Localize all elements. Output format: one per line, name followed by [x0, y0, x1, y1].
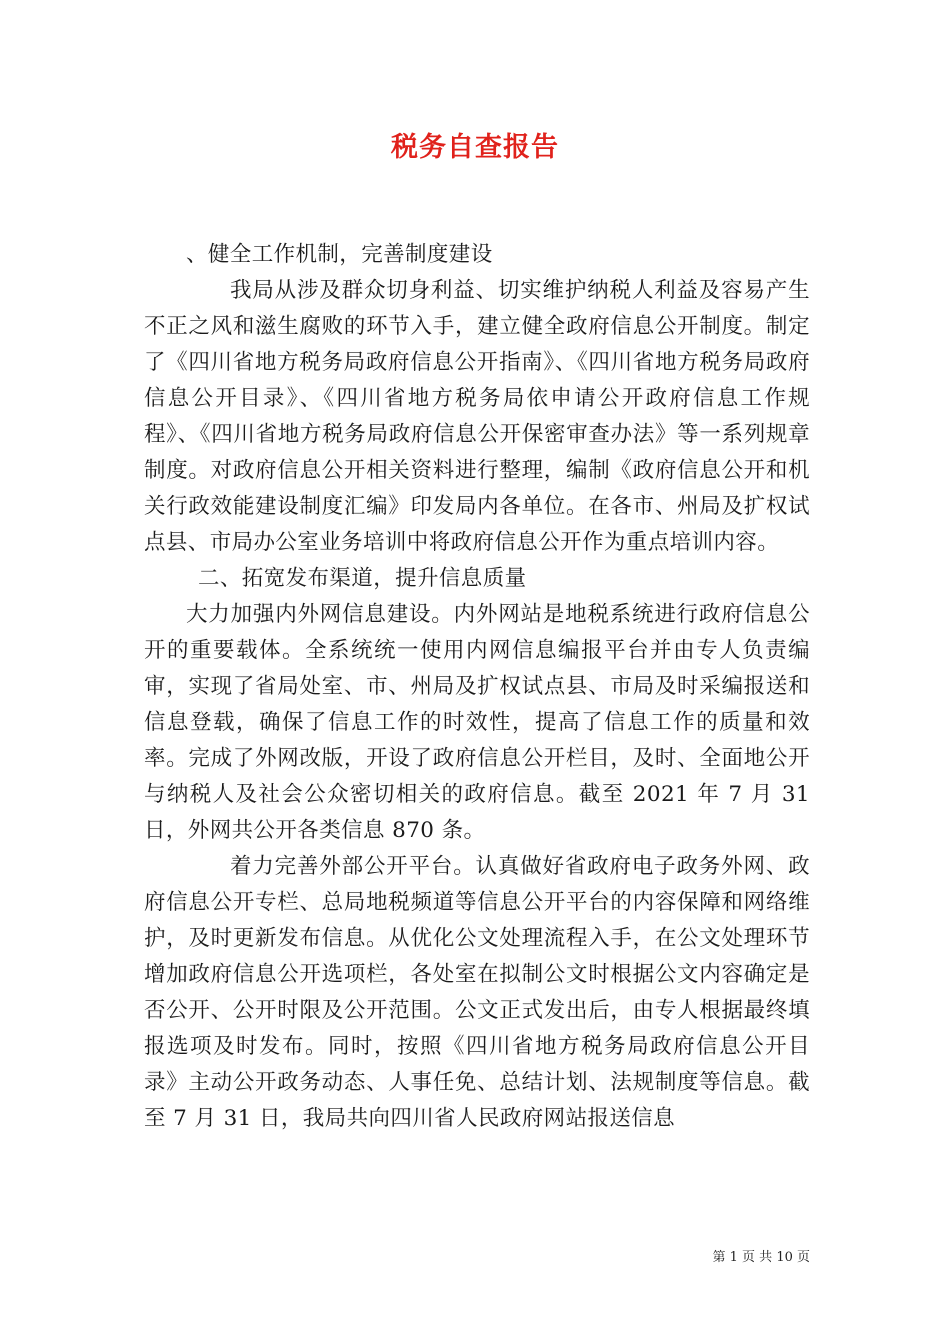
- paragraph-2: 大力加强内外网信息建设。内外网站是地税系统进行政府信息公开的重要载体。全系统统一使用内网信息编报平台并由专人负责编审，实现了省局处室、市、州局及扩权试点县、市局及时采编报送和信息登载，确保了信息工作的时效性，提高了信息工作的质量和效率。完成了外网改版，开设了政府信息公开栏目，及时、全面地公开与纳税人及社会公众密切相关的政府信息。截至 2021 年 7 月 31 日，外网共公开各类信息 870 条。: [144, 602, 810, 843]
- document-body: [144, 237, 810, 1137]
- paragraph-1: 我局从涉及群众切身利益、切实维护纳税人利益及容易产生不正之风和滋生腐败的环节入手，建立健全政府信息公开制度。制定了《四川省地方税务局政府信息公开指南》、《四川省地方税务局政府信息公开目录》、《四川省地方税务局依申请公开政府信息工作规程》、《四川省地方税务局政府信息公开保密审查办法》等一系列规章制度。对政府信息公开相关资料进行整理，编制《政府信息公开和机关行政效能建设制度汇编》印发局内各单位。在各市、州局及扩权试点县、市局办公室业务培训中将政府信息公开作为重点培训内容。: [144, 278, 810, 555]
- document-title: 税务自查报告: [391, 132, 559, 163]
- paragraph-3: 着力完善外部公开平台。认真做好省政府电子政务外网、政府信息公开专栏、总局地税频道等信息公开平台的内容保障和网络维护，及时更新发布信息。从优化公文处理流程入手，在公文处理环节增加政府信息公开选项栏，各处室在拟制公文时根据公文内容确定是否公开、公开时限及公开范围。公文正式发出后，由专人根据最终填报选项及时发布。同时，按照《四川省地方税务局政府信息公开目录》主动公开政务动态、人事任免、总结计划、法规制度等信息。截至 7 月 31 日，我局共向四川省人民政府网站报送信息: [144, 854, 810, 1131]
- section-heading-2: 二、拓宽发布渠道，提升信息质量: [198, 566, 527, 591]
- page-number: 第 1 页 共 10 页: [712, 1250, 810, 1265]
- section-heading-1: 、健全工作机制，完善制度建设: [186, 242, 493, 267]
